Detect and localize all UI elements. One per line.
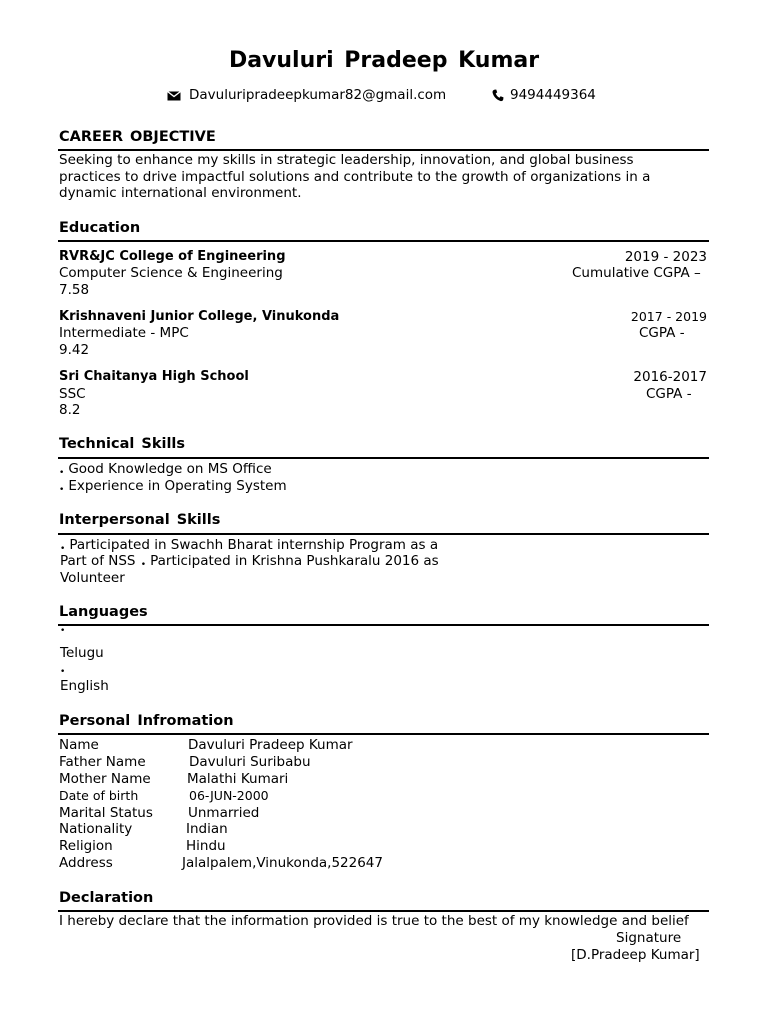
phone-icon bbox=[492, 89, 504, 102]
school-name: RVR&JC College of Engineering bbox=[59, 249, 286, 264]
interpersonal-text: Part of NSS bbox=[60, 553, 136, 569]
declaration-divider bbox=[58, 910, 709, 912]
bullet-icon: • bbox=[59, 485, 65, 495]
technical-divider bbox=[58, 457, 709, 459]
score-label: CGPA - bbox=[639, 325, 685, 341]
score-label: Cumulative CGPA – bbox=[572, 265, 701, 281]
school-name: Sri Chaitanya High School bbox=[59, 369, 249, 384]
education-years: 2019 - 2023 bbox=[624, 249, 707, 265]
personal-label: Address bbox=[59, 855, 113, 871]
personal-divider bbox=[58, 733, 709, 735]
language-item: Telugu bbox=[60, 645, 104, 661]
declaration-heading: Declaration bbox=[59, 890, 154, 906]
bullet-icon: • bbox=[140, 560, 147, 570]
personal-value: Hindu bbox=[186, 838, 226, 854]
bullet-icon: • bbox=[59, 468, 65, 478]
score-value: 9.42 bbox=[59, 342, 90, 358]
course-name: Intermediate - MPC bbox=[59, 325, 189, 341]
personal-value: Davuluri Suribabu bbox=[189, 754, 311, 770]
interpersonal-text: Participated in Krishna Pushkaralu 2016 as bbox=[150, 553, 439, 569]
score-label: CGPA - bbox=[646, 386, 692, 402]
interpersonal-divider bbox=[58, 533, 709, 535]
career-objective-heading: CAREER OBJECTIVE bbox=[59, 129, 216, 145]
personal-label: Father Name bbox=[59, 754, 146, 770]
personal-label: Date of birth bbox=[59, 788, 139, 803]
languages-heading: Languages bbox=[59, 604, 148, 620]
personal-value: 06-JUN-2000 bbox=[189, 788, 269, 803]
interpersonal-text: Participated in Swachh Bharat internship Program as a bbox=[69, 537, 439, 553]
personal-label: Name bbox=[59, 737, 99, 753]
interpersonal-skills-heading: Interpersonal Skills bbox=[59, 512, 221, 528]
language-item: English bbox=[60, 678, 109, 694]
education-years: 2017 - 2019 bbox=[630, 309, 707, 324]
personal-information-heading: Personal Infromation bbox=[59, 713, 234, 729]
bullet-icon: • bbox=[60, 667, 66, 677]
personal-value: Indian bbox=[186, 821, 228, 837]
languages-divider bbox=[58, 624, 709, 626]
career-objective-text bbox=[59, 152, 650, 202]
career-line: practices to drive impactful solutions and contribute to the growth of organizations in a bbox=[59, 168, 651, 185]
school-name: Krishnaveni Junior College, Vinukonda bbox=[59, 309, 340, 324]
declaration-text: I hereby declare that the information provided is true to the best of my knowledge and belief bbox=[59, 913, 689, 929]
skill-item bbox=[59, 478, 287, 499]
interpersonal-text: Volunteer bbox=[60, 570, 125, 586]
course-name: Computer Science & Engineering bbox=[59, 265, 283, 281]
candidate-name: Davuluri Pradeep Kumar bbox=[228, 48, 540, 73]
email-text: Davuluripradeepkumar82@gmail.com bbox=[189, 87, 447, 103]
personal-value: Malathi Kumari bbox=[187, 771, 289, 787]
skill-text: Experience in Operating System bbox=[68, 478, 287, 494]
phone-text: 9494449364 bbox=[510, 87, 596, 103]
signature-name: [D.Pradeep Kumar] bbox=[571, 947, 700, 963]
personal-label: Mother Name bbox=[59, 771, 151, 787]
personal-label: Religion bbox=[59, 838, 113, 854]
score-value: 8.2 bbox=[59, 402, 81, 418]
phone-contact[interactable] bbox=[492, 87, 596, 103]
signature-label: Signature bbox=[616, 930, 682, 946]
bullet-icon: • bbox=[60, 626, 66, 636]
education-divider bbox=[58, 240, 709, 242]
course-name: SSC bbox=[59, 386, 86, 402]
technical-skills-heading: Technical Skills bbox=[59, 436, 186, 452]
career-line: Seeking to enhance my skills in strategic leadership, innovation, and global business bbox=[59, 152, 634, 168]
personal-label: Nationality bbox=[59, 821, 133, 837]
envelope-icon bbox=[167, 90, 181, 101]
personal-value: Davuluri Pradeep Kumar bbox=[188, 737, 353, 753]
personal-label: Marital Status bbox=[59, 805, 153, 821]
career-divider bbox=[58, 149, 709, 151]
education-heading: Education bbox=[59, 220, 141, 236]
education-years: 2016-2017 bbox=[633, 369, 707, 385]
score-value: 7.58 bbox=[59, 282, 90, 298]
career-line: dynamic international environment. bbox=[59, 185, 302, 201]
personal-value: Unmarried bbox=[188, 805, 260, 821]
email-contact[interactable] bbox=[167, 87, 446, 103]
personal-value: Jalalpalem,Vinukonda,522647 bbox=[182, 855, 383, 871]
skill-text: Good Knowledge on MS Office bbox=[68, 461, 272, 477]
bullet-icon: • bbox=[60, 544, 66, 554]
